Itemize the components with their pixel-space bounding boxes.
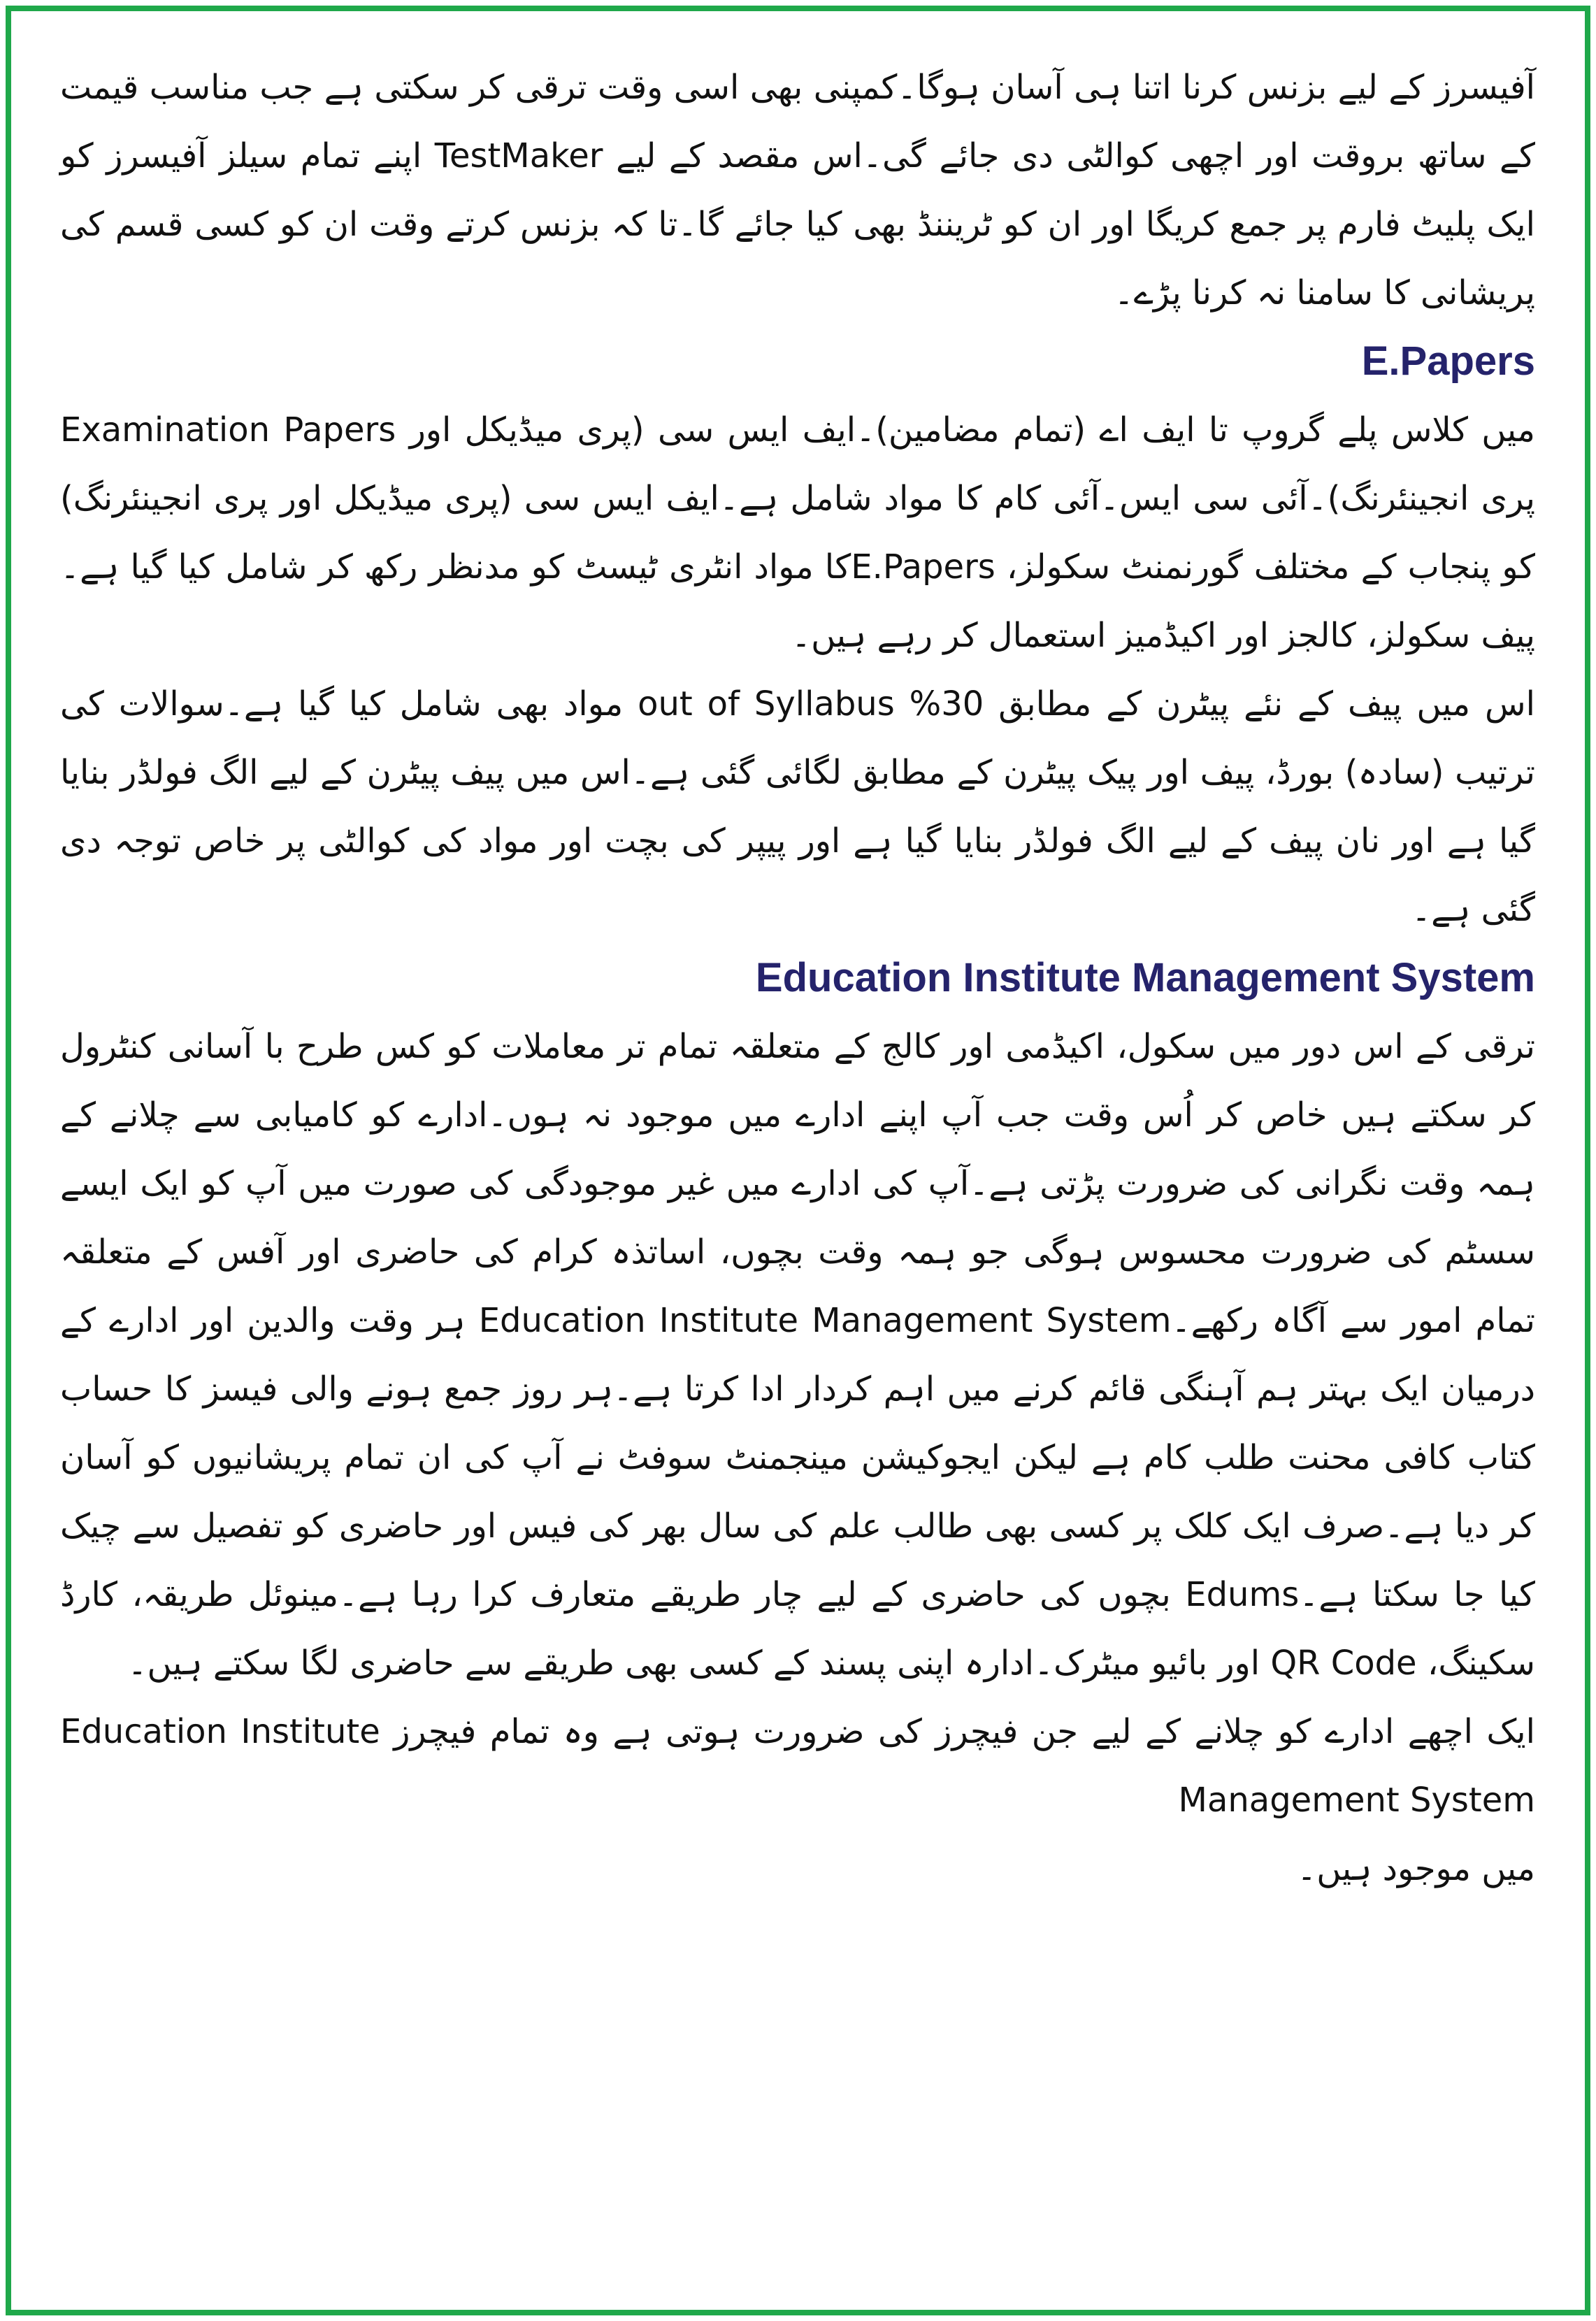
eims-paragraph-2: ایک اچھے ادارے کو چلانے کے لیے جن فیچرز کی ضرورت ہوتی ہے وہ تمام فیچرز Education Institute Management System <box>60 1712 1536 1820</box>
eims-heading: Education Institute Management System <box>755 955 1535 1000</box>
epapers-paragraph-2: اس میں پیف کے نئے پیٹرن کے مطابق 30% out of Syllabus مواد بھی شامل کیا گیا ہے۔سوالات کی ترتیب (سادہ) بورڈ، پیف اور پیک پیٹرن کے مطابق لگائی گئی ہے۔اس میں پیف پیٹرن کے لیے الگ فولڈر بنایا گیا ہے اور نان پیف کے لیے الگ فولڈر بنایا گیا ہے اور پیپر کی بچت اور مواد کی کوالٹی پر خاص توجہ دی گئی ہے۔ <box>60 684 1535 929</box>
page-border <box>6 6 1590 2315</box>
intro-paragraph: آفیسرز کے لیے بزنس کرنا اتنا ہی آسان ہوگا۔کمپنی بھی اسی وقت ترقی کر سکتی ہے جب مناسب قیمت کے ساتھ بروقت اور اچھی کوالٹی دی جائے گی۔اس مقصد کے لیے TestMaker اپنے تمام سیلز آفیسرز کو ایک پلیٹ فارم پر جمع کریگا اور ان کو ٹریننڈ بھی کیا جائے گا۔تا کہ بزنس کرتے وقت ان کو کسی قسم کی پریشانی کا سامنا نہ کرنا پڑے۔ <box>60 68 1535 312</box>
eims-paragraph-3: میں موجود ہیں۔ <box>1297 1849 1535 1888</box>
eims-paragraph-1: ترقی کے اس دور میں سکول، اکیڈمی اور کالج کے متعلقہ تمام تر معاملات کو کس طرح با آسانی کنٹرول کر سکتے ہیں خاص کر اُس وقت جب آپ اپنے ادارے میں موجود نہ ہوں۔ادارے کو کامیابی سے چلانے کے ہمہ وقت نگرانی کی ضرورت پڑتی ہے۔آپ کی ادارے میں غیر موجودگی کی صورت میں آپ کو ایک ایسے سسٹم کی ضرورت محسوس ہوگی جو ہمہ وقت بچوں، اساتذہ کرام کی حاضری اور آفس کے متعلقہ تمام امور سے آگاہ رکھے۔Education Institute Management System ہر وقت والدین اور ادارے کے درمیان ایک بہتر ہم آہنگی قائم کرنے میں اہم کردار ادا کرتا ہے۔ہر روز جمع ہونے والی فیسز کا حساب کتاب کافی محنت طلب کام ہے لیکن ایجوکیشن مینجمنٹ سوفٹ نے آپ کی ان تمام پریشانیوں کو آسان کر دیا ہے۔صرف ایک کلک پر کسی بھی طالب علم کی سال بھر کی فیس اور حاضری کو تفصیل سے چیک کیا جا سکتا ہے۔Edums بچوں کی حاضری کے لیے چار طریقے متعارف کرا رہا ہے۔مینوئل طریقہ، کارڈ سکینگ، QR Code اور بائیو میٹرک۔ادارہ اپنی پسند کے کسی بھی طریقے سے حاضری لگا سکتے ہیں۔ <box>60 1027 1536 1683</box>
document-body <box>60 53 1535 1903</box>
epapers-paragraph-1: Examination Papers میں کلاس پلے گروپ تا ایف اے (تمام مضامین)۔ایف ایس سی (پری میڈیکل اور پری انجینئرنگ)۔آئی سی ایس۔آئی کام کا مواد شامل ہے۔ایف ایس سی (پری میڈیکل اور پری انجینئرنگ) کا مواد انٹری ٹیسٹ کو مدنظر رکھ کر شامل کیا گیا ہے۔E.Papers کو پنجاب کے مختلف گورنمنٹ سکولز، پیف سکولز، کالجز اور اکیڈمیز استعمال کر رہے ہیں۔ <box>60 410 1536 655</box>
epapers-heading: E.Papers <box>1361 338 1535 384</box>
